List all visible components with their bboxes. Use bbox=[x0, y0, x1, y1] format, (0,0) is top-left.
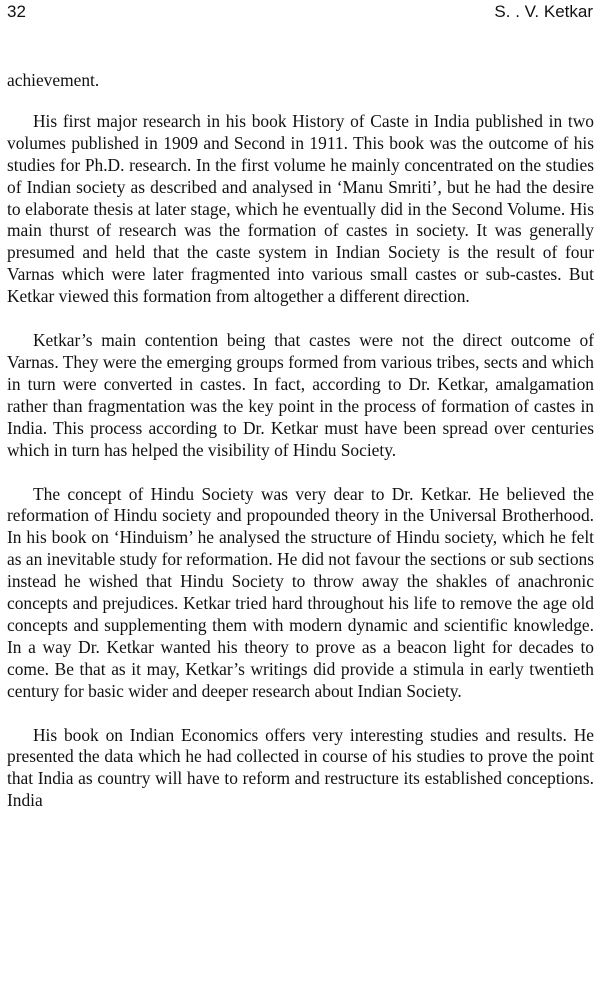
paragraph-main-contention: Ketkar’s main contention being that castes were not the direct outcome of Varnas. They were the emerging groups formed from various tribes, sects and which in turn were converted in castes. In fact, according to Dr. Ketkar, amalgamation rather than fragmentation was the key point in the process of formation of castes in India. This process according to Dr. Ketkar must have been spread over centuries which in turn has helped the visibility of Hindu Society. bbox=[7, 330, 594, 460]
paragraph-indian-economics: His book on Indian Economics offers very interesting studies and results. He presented the data which he had collected in course of his studies to prove the point that India as country will have to reform and restructure its established conceptions. India bbox=[7, 724, 594, 811]
paragraph-hindu-society: The concept of Hindu Society was very dear to Dr. Ketkar. He believed the reformation of Hindu society and propounded theory in the Universal Brotherhood. In his book on ‘Hinduism’ he analysed the structure of Hindu society, which he felt as an inevitable study for reformation. He did not favour the sections or sub sections instead he wished that Hindu Society to throw away the shakles of anachronic concepts and prejudices. Ketkar tried hard throughout his life to remove the age old concepts and supplementing them with modern dynamic and scientific knowledge. In a way Dr. Ketkar wanted his theory to prove as a beacon light for decades to come. Be that as it may, Ketkar’s writings did provide a stimula in early twentieth century for basic wider and deeper research about Indian Society. bbox=[7, 483, 594, 701]
running-head bbox=[7, 0, 594, 34]
paragraph-continuation: achievement. bbox=[7, 70, 100, 90]
body-text bbox=[7, 70, 594, 812]
running-head-author: S. . V. Ketkar bbox=[494, 2, 593, 21]
paragraph-history-of-caste: His first major research in his book History of Caste in India published in two volumes published in 1909 and Second in 1911. This book was the outcome of his studies for Ph.D. research. In the first volume he mainly concentrated on the studies of Indian society as described and analysed in ‘Manu Smriti’, but he had the desire to elaborate thesis at later stage, which he eventually did in the Second Volume. His main thurst of research was the formation of castes in society. It was generally presumed and held that the caste system in Indian Society is the result of four Varnas which were later fragmented into various small castes or sub-castes. But Ketkar viewed this formation from altogether a different direction. bbox=[7, 110, 594, 307]
page-number: 32 bbox=[7, 2, 26, 21]
